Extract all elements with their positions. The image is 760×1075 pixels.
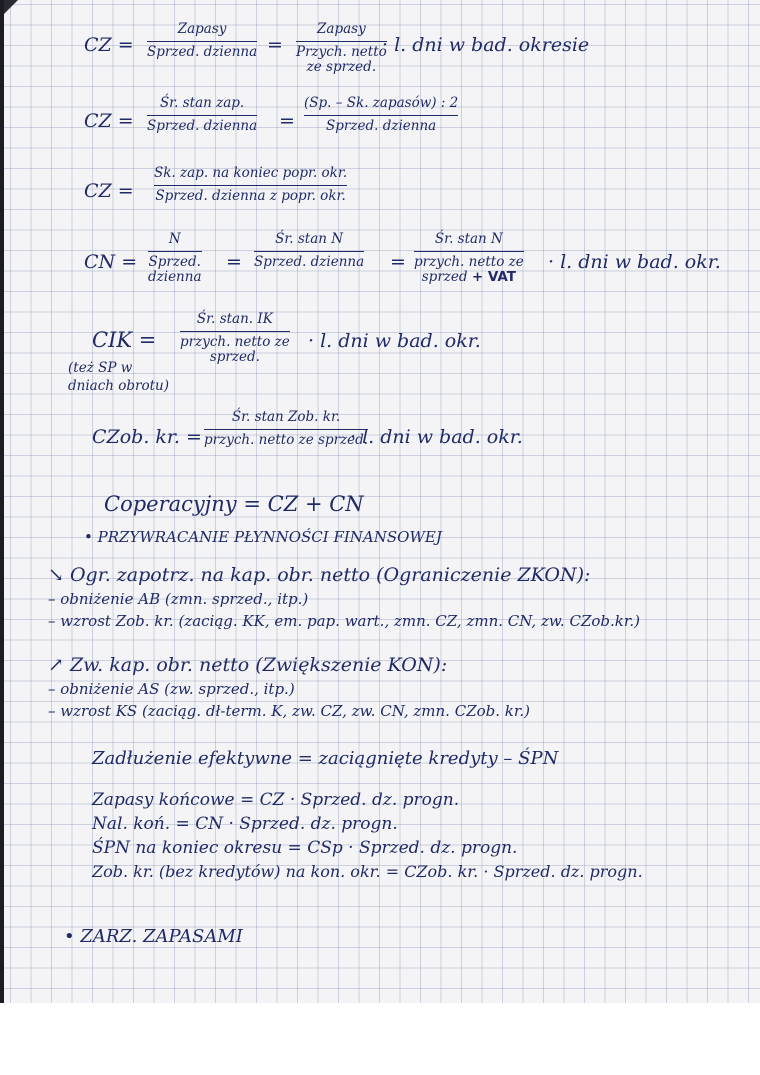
f1-frac2	[296, 22, 387, 76]
f5-frac-num: Śr. stan. IK	[196, 311, 273, 327]
f1-frac1	[147, 22, 257, 60]
f1-frac1-den: Sprzed. dzienna	[147, 43, 258, 60]
f4-eq2: =	[390, 251, 406, 273]
f4-frac3-den2-pre: sprzed	[421, 269, 468, 286]
f5-tail: · l. dni w bad. okr.	[308, 330, 481, 352]
fraction-bar	[147, 41, 257, 42]
f2-frac1	[147, 96, 257, 134]
f1-frac2-num: Zapasy	[317, 21, 366, 37]
f5-note2: dniach obrotu)	[68, 378, 169, 394]
f5-frac-den1: przych. netto ze	[180, 333, 290, 350]
fraction-bar	[204, 429, 368, 430]
f1-eq: =	[267, 34, 283, 56]
f7-text: Coperacyjny = CZ + CN	[104, 492, 364, 516]
f3-lhs: CZ =	[84, 180, 134, 202]
f4-lhs: CN =	[84, 251, 138, 273]
heading-przywracanie: • PRZYWRACANIE PŁYNNOŚCI FINANSOWEJ	[84, 528, 442, 546]
f1-frac2-den1: Przych. netto	[296, 43, 387, 60]
f4-frac1-num: N	[168, 231, 181, 247]
f6-frac-num: Śr. stan Zob. kr.	[231, 409, 341, 425]
f4-frac2-den: Sprzed. dzienna	[254, 253, 365, 270]
f6-lhs: CZob. kr. =	[92, 426, 202, 448]
f5-frac	[180, 312, 290, 366]
fraction-bar	[147, 115, 257, 116]
line-zapasy-koncowe: Zapasy końcowe = CZ · Sprzed. dz. progn.	[92, 790, 460, 810]
fraction-bar	[304, 115, 458, 116]
s2-item1: – obniżenie AS (zw. sprzed., itp.)	[48, 680, 295, 698]
f4-frac2	[254, 232, 364, 270]
f4-eq1: =	[226, 251, 242, 273]
line-zob-kr: Zob. kr. (bez kredytów) na kon. okr. = CZob. kr. · Sprzed. dz. progn.	[92, 862, 643, 881]
f4-frac3-den1: przych. netto ze	[414, 253, 524, 270]
f4-frac1-den2: dzienna	[148, 269, 202, 286]
line-zadluzenie: Zadłużenie efektywne = zaciągnięte kredyty – ŚPN	[92, 748, 559, 769]
f1-tail: · l. dni w bad. okresie	[382, 34, 590, 56]
f4-frac3-num: Śr. stan N	[434, 231, 503, 247]
f4-frac3-den2	[422, 270, 516, 286]
f2-frac1-num: Śr. stan zap.	[159, 95, 245, 111]
fraction-bar	[296, 41, 387, 42]
f2-frac2-num: (Sp. – Sk. zapasów) : 2	[304, 95, 459, 111]
f1-lhs: CZ =	[84, 34, 134, 56]
f1-frac1-num: Zapasy	[177, 21, 227, 37]
line-spn: ŚPN na koniec okresu = CSp · Sprzed. dz. progn.	[92, 838, 518, 858]
f4-frac3-den2-bold: + VAT	[471, 269, 516, 286]
f3-frac	[154, 166, 347, 204]
f5-note1: (też SP w	[68, 360, 133, 376]
f2-frac2-den: Sprzed. dzienna	[326, 117, 437, 134]
f3-frac-num: Sk. zap. na koniec popr. okr.	[154, 165, 348, 181]
fraction-bar	[154, 185, 347, 186]
f4-frac1	[148, 232, 202, 286]
heading-zarz-zapasami: • ZARZ. ZAPASAMI	[64, 926, 243, 947]
f2-frac1-den: Sprzed. dzienna	[147, 117, 258, 134]
page-corner	[4, 0, 18, 14]
f2-eq: =	[279, 110, 295, 132]
f4-frac3	[414, 232, 524, 286]
fraction-bar	[148, 251, 202, 252]
f2-frac2	[304, 96, 458, 134]
s1-item1: – obniżenie AB (zmn. sprzed., itp.)	[48, 590, 309, 608]
f5-frac-den2: sprzed.	[209, 349, 260, 366]
f2-lhs: CZ =	[84, 110, 134, 132]
f4-frac2-num: Śr. stan N	[275, 231, 344, 247]
fraction-bar	[254, 251, 364, 252]
f4-tail: · l. dni w bad. okr.	[548, 251, 721, 273]
f6-frac	[204, 410, 368, 448]
f3-frac-den: Sprzed. dzienna z popr. okr.	[155, 187, 346, 204]
line-nal-kon: Nal. koń. = CN · Sprzed. dz. progn.	[92, 814, 398, 834]
f5-lhs: CIK =	[92, 328, 157, 352]
fraction-bar	[414, 251, 524, 252]
s1-title: ↘ Ogr. zapotrz. na kap. obr. netto (Ograniczenie ZKON):	[48, 564, 591, 586]
f1-frac2-den2: ze sprzed.	[306, 59, 377, 76]
s2-item2: – wzrost KS (zaciąg. dł-term. K, zw. CZ, zw. CN, zmn. CZob. kr.)	[48, 702, 531, 720]
f4-frac1-den1: Sprzed.	[148, 253, 201, 270]
fraction-bar	[180, 331, 290, 332]
s2-title: ↗ Zw. kap. obr. netto (Zwiększenie KON):	[48, 654, 448, 676]
f6-frac-den: przych. netto ze sprzed.	[204, 431, 369, 448]
s1-item2: – wzrost Zob. kr. (zaciąg. KK, em. pap. wart., zmn. CZ, zmn. CN, zw. CZob.kr.)	[48, 612, 641, 630]
f6-tail: · l. dni w bad. okr.	[350, 426, 523, 448]
